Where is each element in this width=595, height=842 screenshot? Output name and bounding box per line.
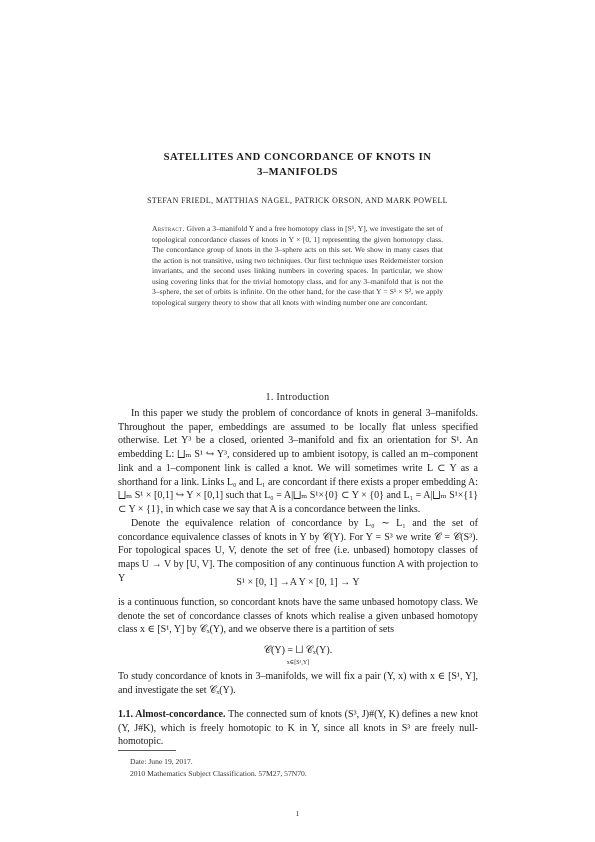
footnote-rule [118, 750, 176, 751]
paper-title-line1: SATELLITES AND CONCORDANCE OF KNOTS IN [163, 152, 432, 163]
equation-2 [118, 645, 478, 656]
paragraph-5 [118, 708, 478, 749]
authors: STEFAN FRIEDL, MATTHIAS NAGEL, PATRICK ORSON, AND MARK POWELL [147, 196, 448, 205]
abstract-label: Abstract. [152, 224, 185, 233]
paragraph-5-text: The connected sum of knots (S³, J)#(Y, K) defines a new knot (Y, J#K), which is freely homotopic to K in Y, since all knots in S³ are freely null-homotopic. [118, 709, 478, 748]
equation-2-body: 𝒞(Y) = ⨆ 𝒞ₓ(Y). [263, 645, 333, 656]
equation-1: S¹ × [0, 1] →A Y × [0, 1] → Y [236, 577, 360, 588]
paragraph-2: Denote the equivalence relation of concordance by L₀ ∼ L₁ and the set of concordance equivalence classes of knots in Y by 𝒞(Y). For Y = S³ we write 𝒞 = 𝒞(S³). For topological spaces U, V, denote the set of free (i.e. unbased) homotopy classes of maps U → V by [U, V]. The composition of any continuous function A with projection to Y [118, 518, 478, 584]
abstract [152, 224, 443, 308]
footnote-msc: 2010 Mathematics Subject Classification. 57M27, 57N70. [130, 769, 307, 778]
page-number: 1 [295, 809, 300, 818]
equation-2-subscript: x∈[S¹,Y] [286, 660, 310, 666]
paragraph-3: is a continuous function, so concordant knots have the same unbased homotopy class. We denote the set of concordance classes of knots which realise a given unbased homotopy class x ∈ [S¹, Y] by 𝒞ₓ(Y), and we observe there is a partition of sets [118, 597, 478, 636]
section-heading: 1. Introduction [265, 392, 330, 403]
subsection-heading: 1.1. Almost-concordance. [118, 709, 226, 720]
paragraph-1: In this paper we study the problem of concordance of knots in general 3–manifolds. Throughout the paper, embeddings are assumed to be locally flat unless specified otherwise. Let Y³ be a closed, oriented 3–manifold and fix an orientation for S¹. An embedding L: ⨆ₘ S¹ ↪ Y³, considered up to ambient isotopy, is called an m–component link and a 1–component link is called a knot. We will sometimes write L ⊂ Y as a shorthand for a link. Links L₀ and L₁ are concordant if there exists a proper embedding A: ⨆ₘ S¹ × [0,1] ↪ Y × [0,1] such that L₀ = A|⨆ₘ S¹×{0} ⊂ Y × {0} and L₁ = A|⨆ₘ S¹×{1} ⊂ Y × {1}, in which case we say that A is a concordance between the links. [118, 408, 478, 515]
footnote-date: Date: June 19, 2017. [130, 757, 193, 766]
abstract-text: Given a 3–manifold Y and a free homotopy class in [S¹, Y], we investigate the set of topological concordance classes of knots in Y × [0, 1] representing the given homotopy class. The concordance group of knots in the 3–sphere acts on this set. We show in many cases that the action is not transitive, using two techniques. Our first technique uses Reidemeister torsion invariants, and the second uses linking numbers in covering spaces. In particular, we show using covering links that for the trivial homotopy class, and for any 3–manifold that is not the 3–sphere, the set of orbits is infinite. On the other hand, for the case that Y = S¹ × S², we apply topological surgery theory to show that all knots with winding number one are concordant. [152, 224, 443, 307]
paragraph-4: To study concordance of knots in 3–manifolds, we will fix a pair (Y, x) with x ∈ [S¹, Y], and investigate the set 𝒞ₓ(Y). [118, 671, 478, 696]
paper-title-line2: 3–MANIFOLDS [257, 167, 338, 178]
